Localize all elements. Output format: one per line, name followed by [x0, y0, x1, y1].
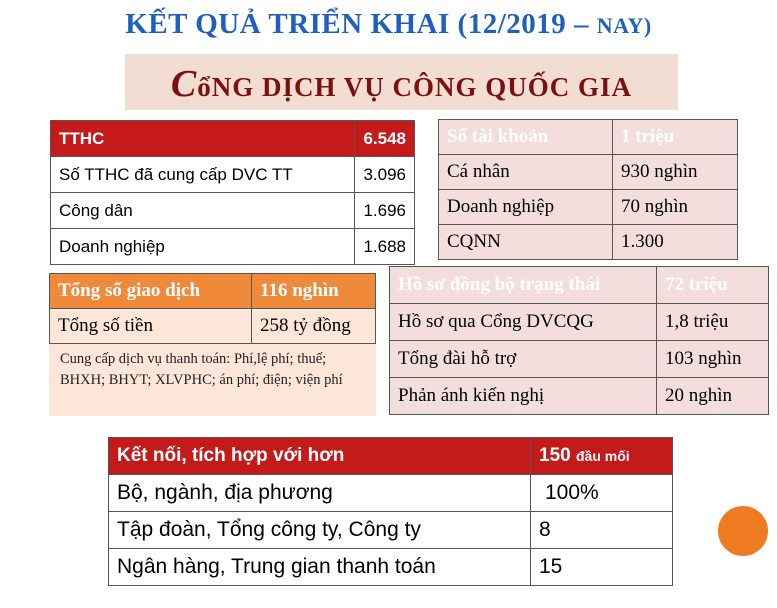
connect-header-row [109, 438, 673, 475]
connect-row-label: Tập đoàn, Tổng công ty, Công ty [109, 512, 531, 549]
sync-row-label: Phản ánh kiến nghị [390, 378, 657, 415]
tthc-row-label: Số TTHC đã cung cấp DVC TT [51, 157, 355, 193]
table-row [109, 475, 673, 512]
sync-header-value: 72 triệu [657, 267, 769, 304]
table-row [51, 157, 415, 193]
page-title: KẾT QUẢ TRIỂN KHAI (12/2019 – NAY) [125, 8, 652, 40]
tthc-header-row [51, 121, 415, 157]
table-row [390, 341, 769, 378]
accounts-row-value: 70 nghìn [613, 190, 738, 225]
table-row [390, 378, 769, 415]
connect-row-label: Ngân hàng, Trung gian thanh toán [109, 549, 531, 586]
accounts-row-value: 930 nghìn [613, 155, 738, 190]
portal-banner-title: CổNG DỊCH VỤ CÔNG QUỐC GIA [170, 63, 633, 105]
transactions-header-value: 116 nghìn [252, 274, 376, 309]
payment-services-note: Cung cấp dịch vụ thanh toán: Phí,lệ phí; thuế; BHXH; BHYT; XLVPHC; án phí; điện; viện phí [60, 351, 343, 388]
sync-row-label: Tổng đài hỗ trợ [390, 341, 657, 378]
accounts-row-label: CQNN [439, 225, 613, 260]
accounts-header-value: 1 triệu [613, 120, 738, 155]
orange-circle-icon [718, 506, 768, 556]
table-row [439, 225, 738, 260]
tthc-table [50, 120, 415, 265]
accounts-row-value: 1.300 [613, 225, 738, 260]
table-row [109, 512, 673, 549]
tthc-row-label: Doanh nghiệp [51, 229, 355, 265]
table-row [439, 190, 738, 225]
table-row [439, 155, 738, 190]
table-row [50, 309, 376, 344]
connect-header-number: 150 [539, 445, 571, 466]
connect-row-value: 8 [531, 512, 673, 549]
connect-row-value: 15 [531, 549, 673, 586]
tthc-row-label: Công dân [51, 193, 355, 229]
transactions-row-label: Tổng số tiền [50, 309, 252, 344]
connect-header-label: Kết nối, tích hợp với hơn [109, 438, 531, 475]
accounts-header-row [439, 120, 738, 155]
table-row [109, 549, 673, 586]
sync-row-value: 20 nghìn [657, 378, 769, 415]
table-row [51, 193, 415, 229]
tthc-header-value: 6.548 [355, 121, 415, 157]
connect-row-label: Bộ, ngành, địa phương [109, 475, 531, 512]
tthc-row-value: 3.096 [355, 157, 415, 193]
sync-row-label: Hồ sơ qua Cổng DVCQG [390, 304, 657, 341]
transactions-table [49, 273, 376, 344]
sync-header-label: Hồ sơ đồng bộ trạng thái [390, 267, 657, 304]
connect-row-value: 100% [531, 475, 673, 512]
tthc-row-value: 1.696 [355, 193, 415, 229]
accounts-table [438, 119, 738, 260]
table-row [390, 304, 769, 341]
table-row [51, 229, 415, 265]
tthc-row-value: 1.688 [355, 229, 415, 265]
transactions-row-value: 258 tỷ đồng [252, 309, 376, 344]
connect-header-unit: đầu mối [575, 448, 630, 464]
sync-status-table [389, 266, 769, 415]
connection-table [108, 437, 673, 586]
accounts-header-label: Số tài khoản [439, 120, 613, 155]
transactions-header-row [50, 274, 376, 309]
accounts-row-label: Cá nhân [439, 155, 613, 190]
accounts-row-label: Doanh nghiệp [439, 190, 613, 225]
sync-row-value: 103 nghìn [657, 341, 769, 378]
sync-row-value: 1,8 triệu [657, 304, 769, 341]
connect-header-value [531, 438, 673, 475]
transactions-header-label: Tổng số giao dịch [50, 274, 252, 309]
sync-header-row [390, 267, 769, 304]
tthc-header-label: TTHC [51, 121, 355, 157]
